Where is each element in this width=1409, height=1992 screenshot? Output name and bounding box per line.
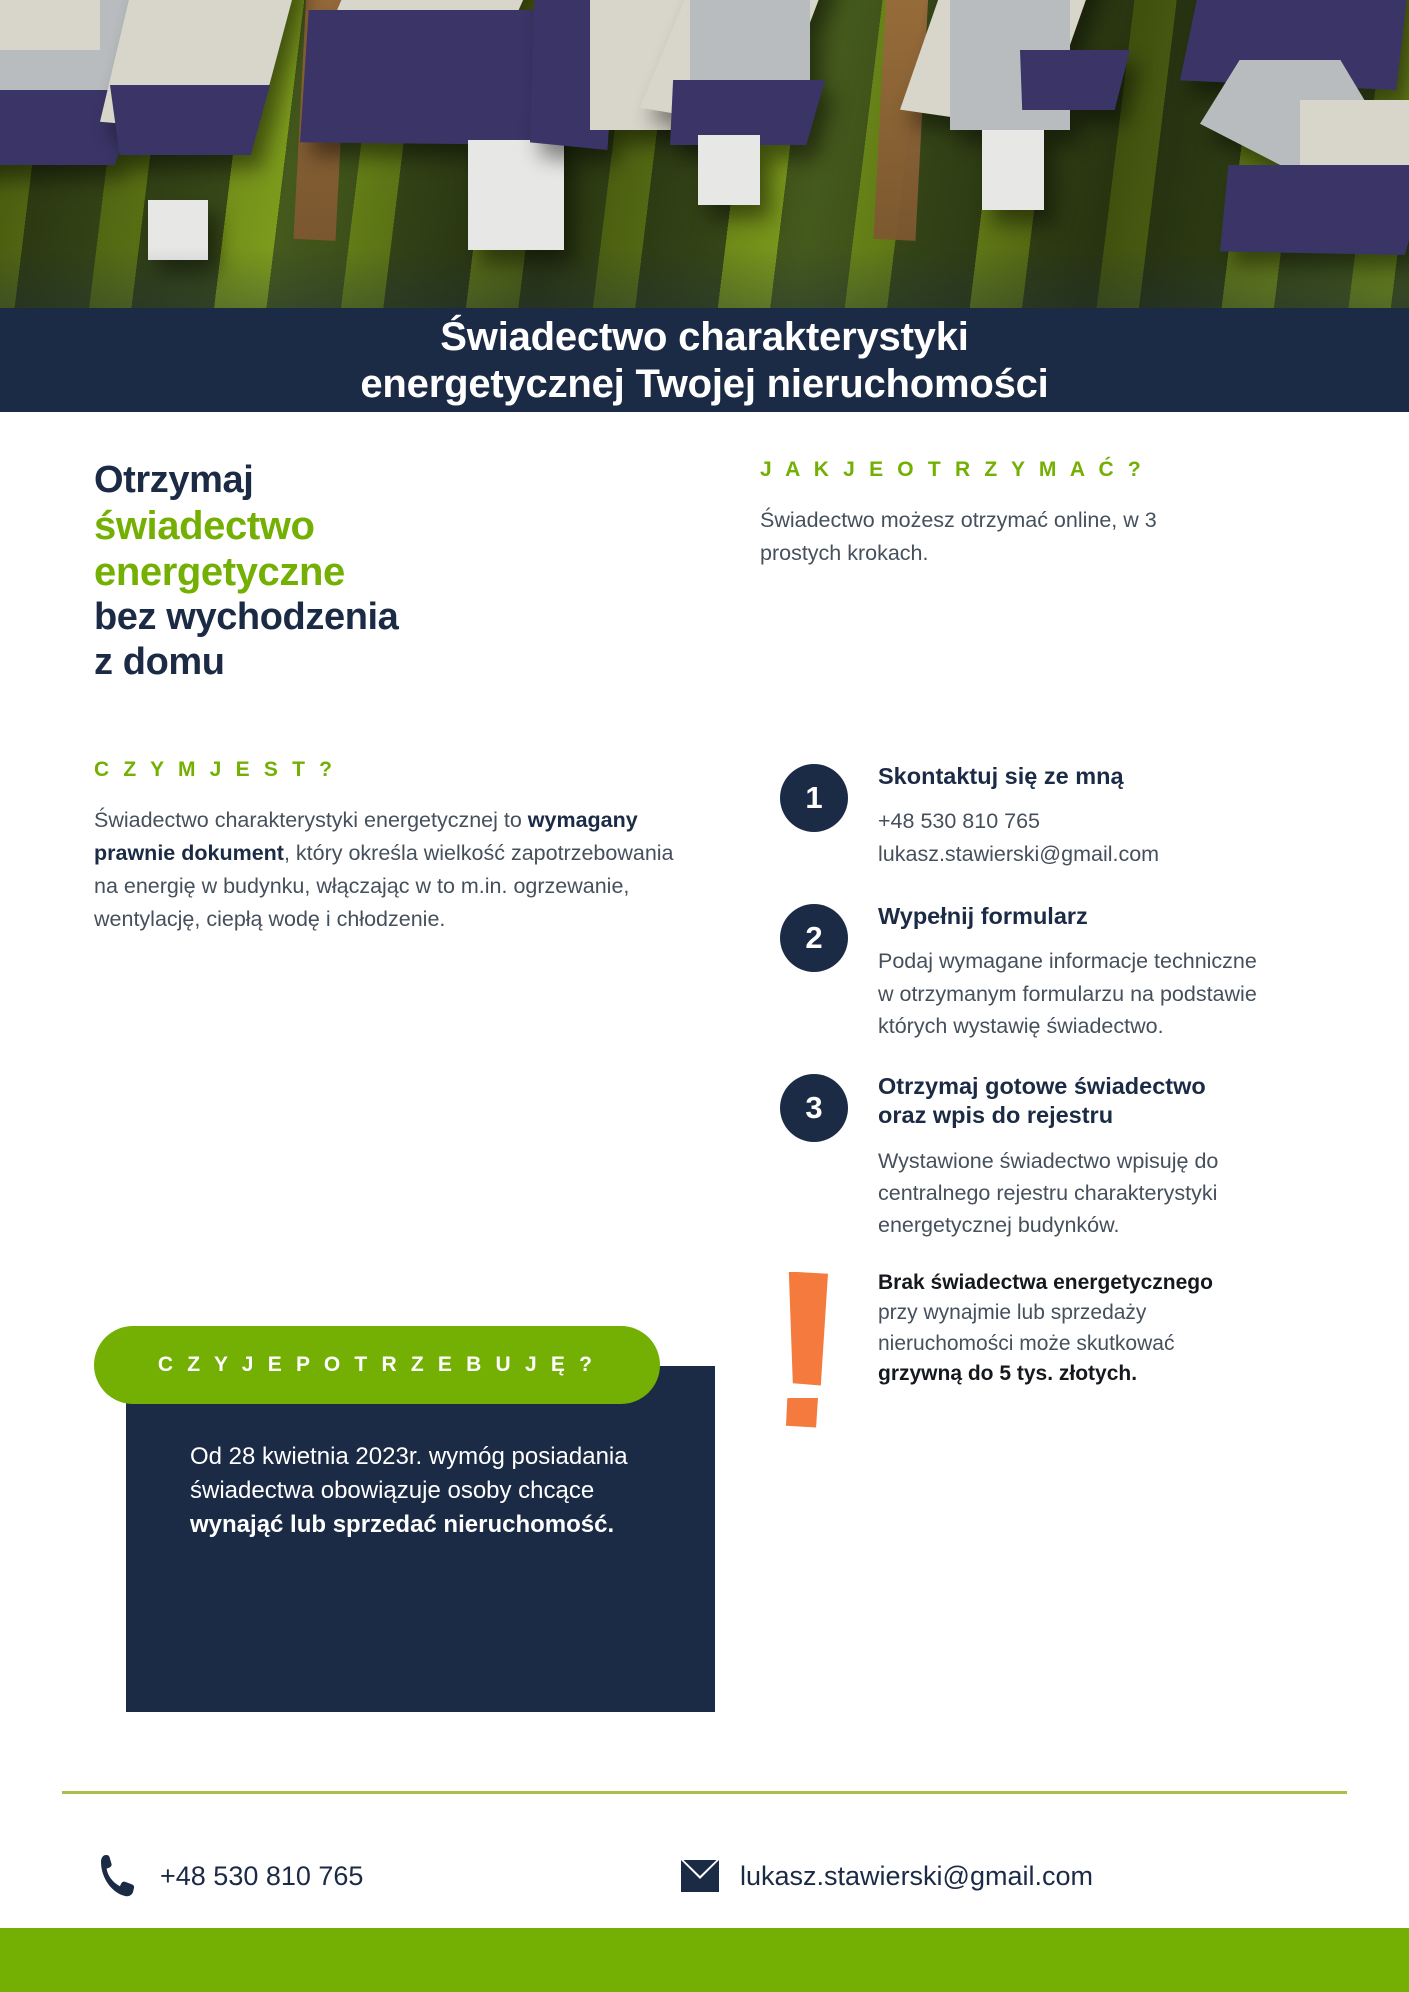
step3-title-line1: Otrzymaj gotowe świadectwo (878, 1073, 1206, 1099)
step-body: Wystawione świadectwo wpisuję do centralnego rejestru charakterystyki energetycznej budynków. (878, 1148, 1219, 1238)
title-band (0, 308, 1409, 412)
warning-bold-1: Brak świadectwa energetycznego (878, 1270, 1213, 1294)
step-item-3 (760, 1072, 1360, 1242)
warning-paragraph (878, 1268, 1238, 1391)
step-number-badge: 1 (780, 764, 848, 832)
do-i-need-it-block (94, 1304, 694, 1724)
what-is-bold-1: wymagany prawnie dokument (94, 808, 638, 866)
headline-line5: z domu (94, 640, 225, 683)
page-title-line2: energetycznej Twojej nieruchomości (360, 362, 1049, 406)
left-column (94, 458, 674, 935)
do-i-need-it-label: C Z Y J E P O T R Z E B U J Ę ? (157, 1353, 597, 1376)
footer-email-address: lukasz.stawierski@gmail.com (740, 1860, 1093, 1891)
what-is-paragraph (94, 804, 674, 935)
do-i-need-it-card (126, 1366, 715, 1712)
step3-title-line2: oraz wpis do rejestru (878, 1102, 1114, 1129)
step-number-badge: 2 (780, 904, 848, 972)
house-roof (900, 0, 1200, 210)
page-title (0, 312, 1409, 408)
step-title: Skontaktuj się ze mną (878, 763, 1124, 789)
step1-phone[interactable]: +48 530 810 765 (878, 809, 1041, 834)
step-item-1 (760, 762, 1360, 870)
footer-phone-number: +48 530 810 765 (160, 1860, 364, 1891)
page-title-line1: Świadectwo charakterystyki (440, 314, 969, 359)
hero-aerial-photo (0, 0, 1409, 308)
headline-line2: świadectwo (94, 503, 315, 548)
footer-phone-item[interactable] (62, 1853, 658, 1899)
step-number-badge: 3 (780, 1074, 848, 1142)
house-roof (1180, 0, 1409, 220)
headline-line4: bez wychodzenia (94, 595, 399, 638)
footer-contact-bar (62, 1826, 1347, 1926)
do-i-need-it-badge (94, 1326, 660, 1404)
bottom-accent-bar (0, 1928, 1409, 1992)
right-column (760, 458, 1330, 569)
headline-line3: energetyczne (94, 549, 345, 594)
do-i-need-it-paragraph (190, 1440, 660, 1542)
footer-email-item[interactable] (658, 1859, 1093, 1893)
step1-email[interactable]: lukasz.stawierski@gmail.com (878, 841, 1160, 866)
how-to-paragraph: Świadectwo możesz otrzymać online, w 3 prostych krokach. (760, 508, 1157, 565)
headline-line1: Otrzymaj (94, 459, 254, 501)
step-title: Wypełnij formularz (878, 902, 1088, 929)
phone-icon (98, 1853, 140, 1899)
house-roof (640, 0, 940, 210)
need-bold-1: wynająć lub sprzedać nieruchomość. (190, 1511, 615, 1539)
what-is-text-1: Świadectwo charakterystyki energetycznej to (94, 808, 528, 833)
main-headline (94, 458, 674, 684)
step-title (878, 1072, 1360, 1131)
step-body: Podaj wymagane informacje techniczne w otrzymanym formularzu na podstawie których wystawię świadectwo. (878, 949, 1257, 1038)
warning-text-1: przy wynajmie lub sprzedaży nieruchomości może skutkować (878, 1301, 1175, 1355)
how-to-heading: J A K J E O T R Z Y M A Ć ? (760, 458, 1145, 481)
footer-divider (62, 1791, 1347, 1794)
need-text-1: Od 28 kwietnia 2023r. wymóg posiadania świadectwa obowiązuje osoby chcące (190, 1443, 628, 1505)
warning-bold-2: grzywną do 5 tys. złotych. (878, 1362, 1138, 1386)
steps-list (760, 762, 1360, 1390)
envelope-icon (680, 1859, 720, 1893)
what-is-text-2: , który określa wielkość zapotrzebowania na energię w budynku, włączając w to m.in. ogrzewanie, wentylację, ciepłą wodę i chłodzenie. (94, 841, 674, 931)
what-is-heading: C Z Y M J E S T ? (94, 758, 337, 782)
step-item-2 (760, 902, 1360, 1042)
photo-bottom-shadow (0, 248, 1409, 308)
exclamation-mark-icon (780, 1272, 836, 1424)
warning-block (760, 1268, 1360, 1391)
step-body (878, 805, 1360, 870)
